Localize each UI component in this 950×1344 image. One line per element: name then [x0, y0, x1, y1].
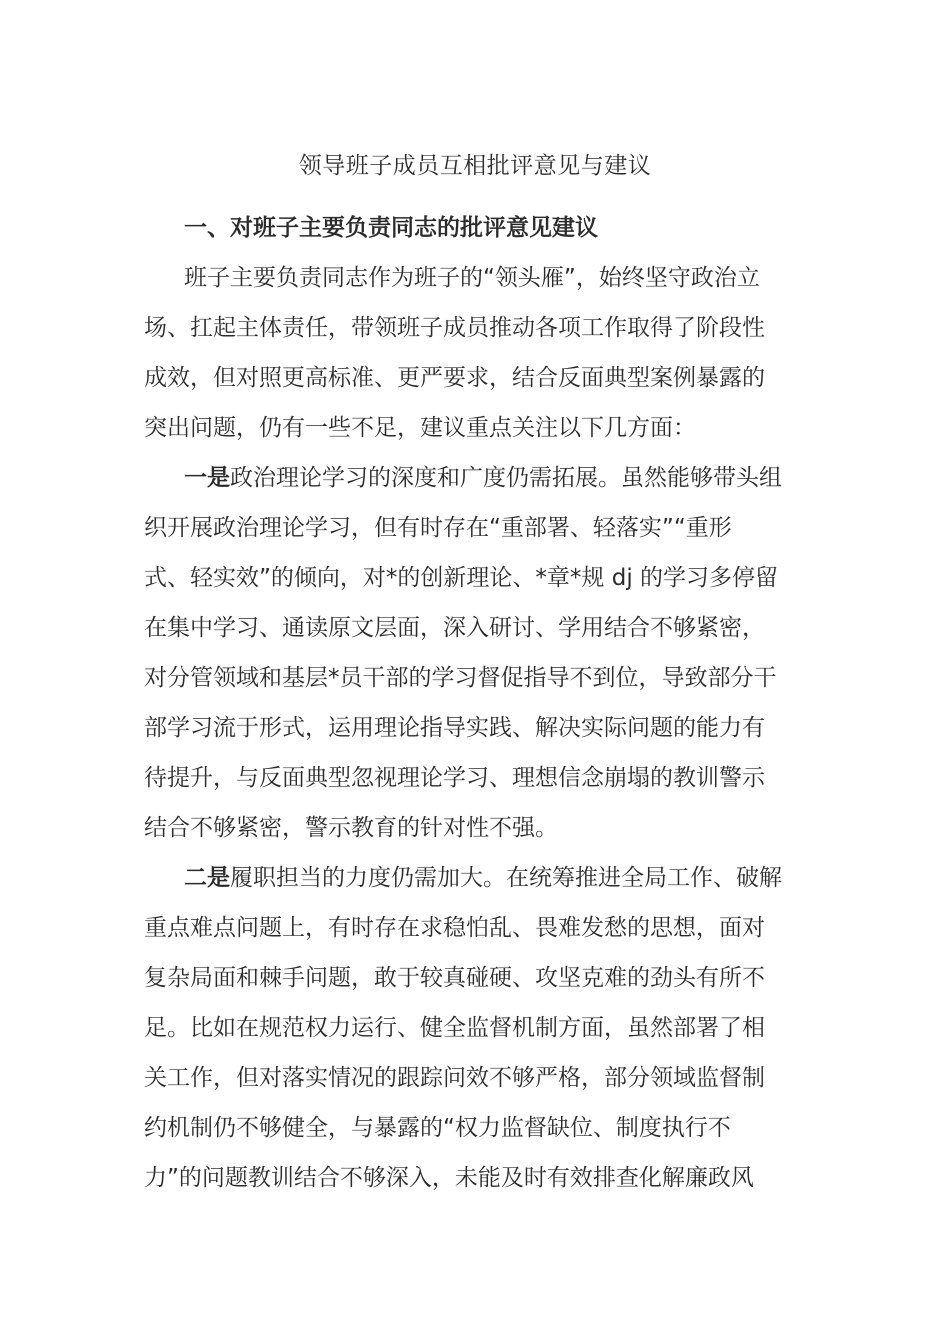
point-1-line: 式、轻实效”的倾向，对*的创新理论、*章*规 dj 的学习多停留	[144, 565, 779, 591]
point-1-line: 织开展政治理论学习，但有时存在“重部署、轻落实”“重形	[144, 515, 732, 541]
intro-line: 场、扛起主体责任，带领班子成员推动各项工作取得了阶段性	[144, 315, 765, 341]
point-2-line: 重点难点问题上，有时存在求稳怕乱、畏难发愁的思想，面对	[144, 915, 765, 941]
point-2-line: 力”的问题教训结合不够深入，未能及时有效排查化解廉政风	[144, 1165, 754, 1191]
point-2-line: 足。比如在规范权力运行、健全监督机制方面，虽然部署了相	[144, 1015, 765, 1041]
point-2-line: 复杂局面和棘手问题，敢于较真碰硬、攻坚克难的劲头有所不	[144, 965, 765, 991]
point-2-first-line-text: 履职担当的力度仍需加大。在统筹推进全局工作、破解	[230, 865, 782, 891]
intro-line: 班子主要负责同志作为班子的“领头雁”，始终坚守政治立	[184, 265, 760, 291]
point-1-first-line	[184, 458, 864, 498]
document-title: 领导班子成员互相批评意见与建议	[298, 153, 652, 179]
point-1-line: 对分管领域和基层*员干部的学习督促指导不到位，导致部分干	[144, 665, 777, 691]
point-2-line: 约机制仍不够健全，与暴露的“权力监督缺位、制度执行不	[144, 1115, 731, 1141]
point-2-line: 关工作，但对落实情况的跟踪问效不够严格，部分领域监督制	[144, 1065, 765, 1091]
point-1-lead: 一是	[184, 465, 230, 491]
intro-line: 成效，但对照更高标准、更严要求，结合反面典型案例暴露的	[144, 365, 765, 391]
point-1-line: 待提升，与反面典型忽视理论学习、理想信念崩塌的教训警示	[144, 765, 765, 791]
point-2-lead: 二是	[184, 865, 230, 891]
point-1-line: 部学习流于形式，运用理论指导实践、解决实际问题的能力有	[144, 715, 765, 741]
section-heading: 一、对班子主要负责同志的批评意见建议	[184, 215, 598, 241]
point-2-first-line	[184, 858, 864, 898]
point-1-line: 结合不够紧密，警示教育的针对性不强。	[144, 815, 558, 841]
point-1-first-line-text: 政治理论学习的深度和广度仍需拓展。虽然能够带头组	[230, 465, 782, 491]
point-1-line: 在集中学习、通读原文层面，深入研讨、学用结合不够紧密，	[144, 615, 765, 641]
intro-line: 突出问题，仍有一些不足，建议重点关注以下几方面：	[144, 415, 696, 441]
